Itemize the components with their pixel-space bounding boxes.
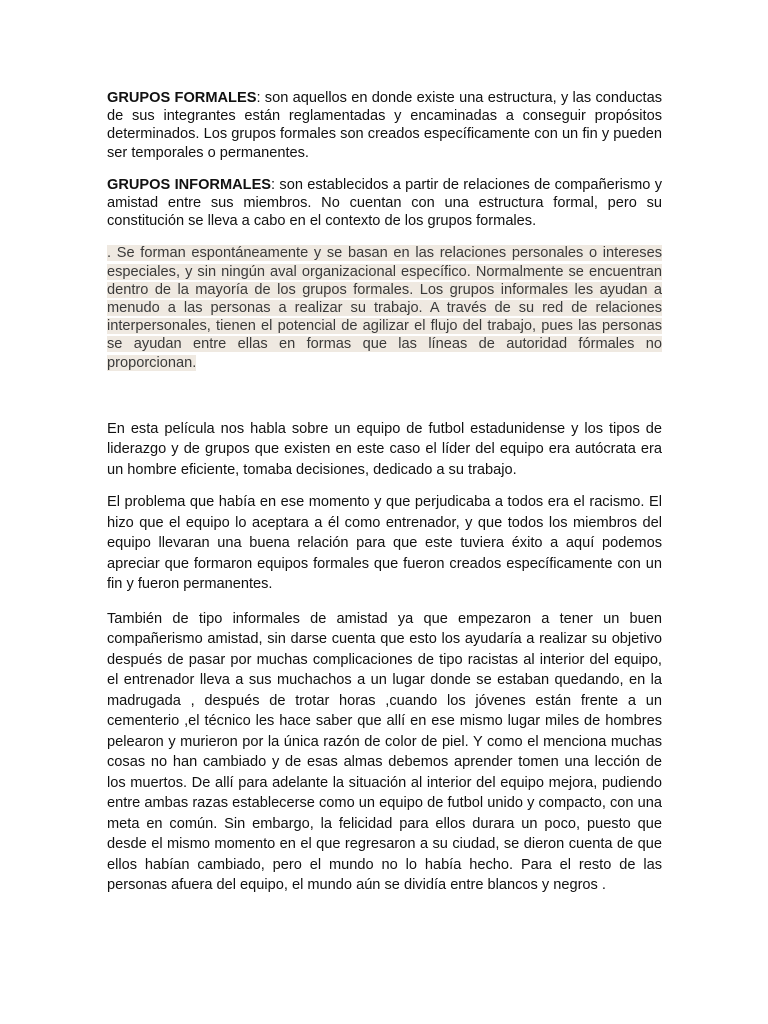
paragraph-grupos-formales — [107, 89, 662, 162]
term-grupos-informales: GRUPOS INFORMALES — [107, 176, 272, 193]
highlighted-text: . Se forman espontáneamente y se basan en las relaciones personales o intereses especiales, y sin ningún aval organizacional específico. Normalmente se encuentran dentro de la mayoría de los grupos formales. Los grupos informales les ayudan a menudo a las personas a realizar su trabajo. A través de su red de relaciones interpersonales, tienen el potencial de agilizar el flujo del trabajo, pues las personas se ayudan entre ellas en formas que las líneas de autoridad fórmales no proporcionan. — [107, 245, 662, 371]
paragraph-highlighted — [107, 244, 662, 371]
section-spacer — [107, 372, 662, 419]
body-paragraph-3: También de tipo informales de amistad ya que empezaron a tener un buen compañerismo amistad, sin darse cuenta que esto los ayudaría a realizar su objetivo después de pasar por muchas complicaciones de tipo racistas al interior del equipo, el entrenador lleva a sus muchachos a un lugar donde se estaban quedando, en la madrugada , después de trotar horas ,cuando los jóvenes están frente a un cementerio ,el técnico les hace saber que allí en ese mismo lugar miles de hombres pelearon y murieron por la única razón de color de piel. Y como el menciona muchas cosas no han cambiado y de esas almas debemos aprender tomen una lección de los muertos. De allí para adelante la situación al interior del equipo mejora, pudiendo entre ambas razas establecerse como un equipo de futbol unido y compacto, con una meta en común. Sin embargo, la felicidad para ellos durara un poco, puesto que desde el mismo momento en el que regresaron a su ciudad, se dieron cuenta de que ellos habían cambiado, pero el mundo no lo había hecho. Para el resto de las personas afuera del equipo, el mundo aún se dividía entre blancos y negros . — [107, 610, 662, 894]
document-page — [107, 89, 662, 896]
definition-grupos-informales: : son establecidos a partir de relaciones de compañerismo y amistad entre sus miembros. No cuentan con una estructura formal, pero su constitución se lleva a cabo en el contexto de los grupos formales. — [107, 176, 662, 230]
paragraph-grupos-informales — [107, 176, 662, 231]
definition-grupos-formales: : son aquellos en donde existe una estructura, y las conductas de sus integrantes están reglamentadas y encaminadas a conseguir propósitos determinados. Los grupos formales son creados específicamente con un fin y pueden ser temporales o permanentes. — [107, 90, 663, 161]
term-grupos-formales: GRUPOS FORMALES — [107, 90, 257, 106]
body-paragraph-2: El problema que había en ese momento y que perjudicaba a todos era el racismo. El hizo que el equipo lo aceptara a él como entrenador, y que todos los miembros del equipo llevaran una buena relación para que este tuviera éxito a aquí podemos apreciar que formaron equipos formales que fueron creados específicamente con un fin y fueron permanentes. — [107, 494, 662, 593]
body-paragraph-1: En esta película nos habla sobre un equipo de futbol estadunidense y los tipos de liderazgo y de grupos que existen en este caso el líder del equipo era autócrata era un hombre eficiente, tomaba decisiones, dedicado a su trabajo. — [107, 420, 662, 478]
